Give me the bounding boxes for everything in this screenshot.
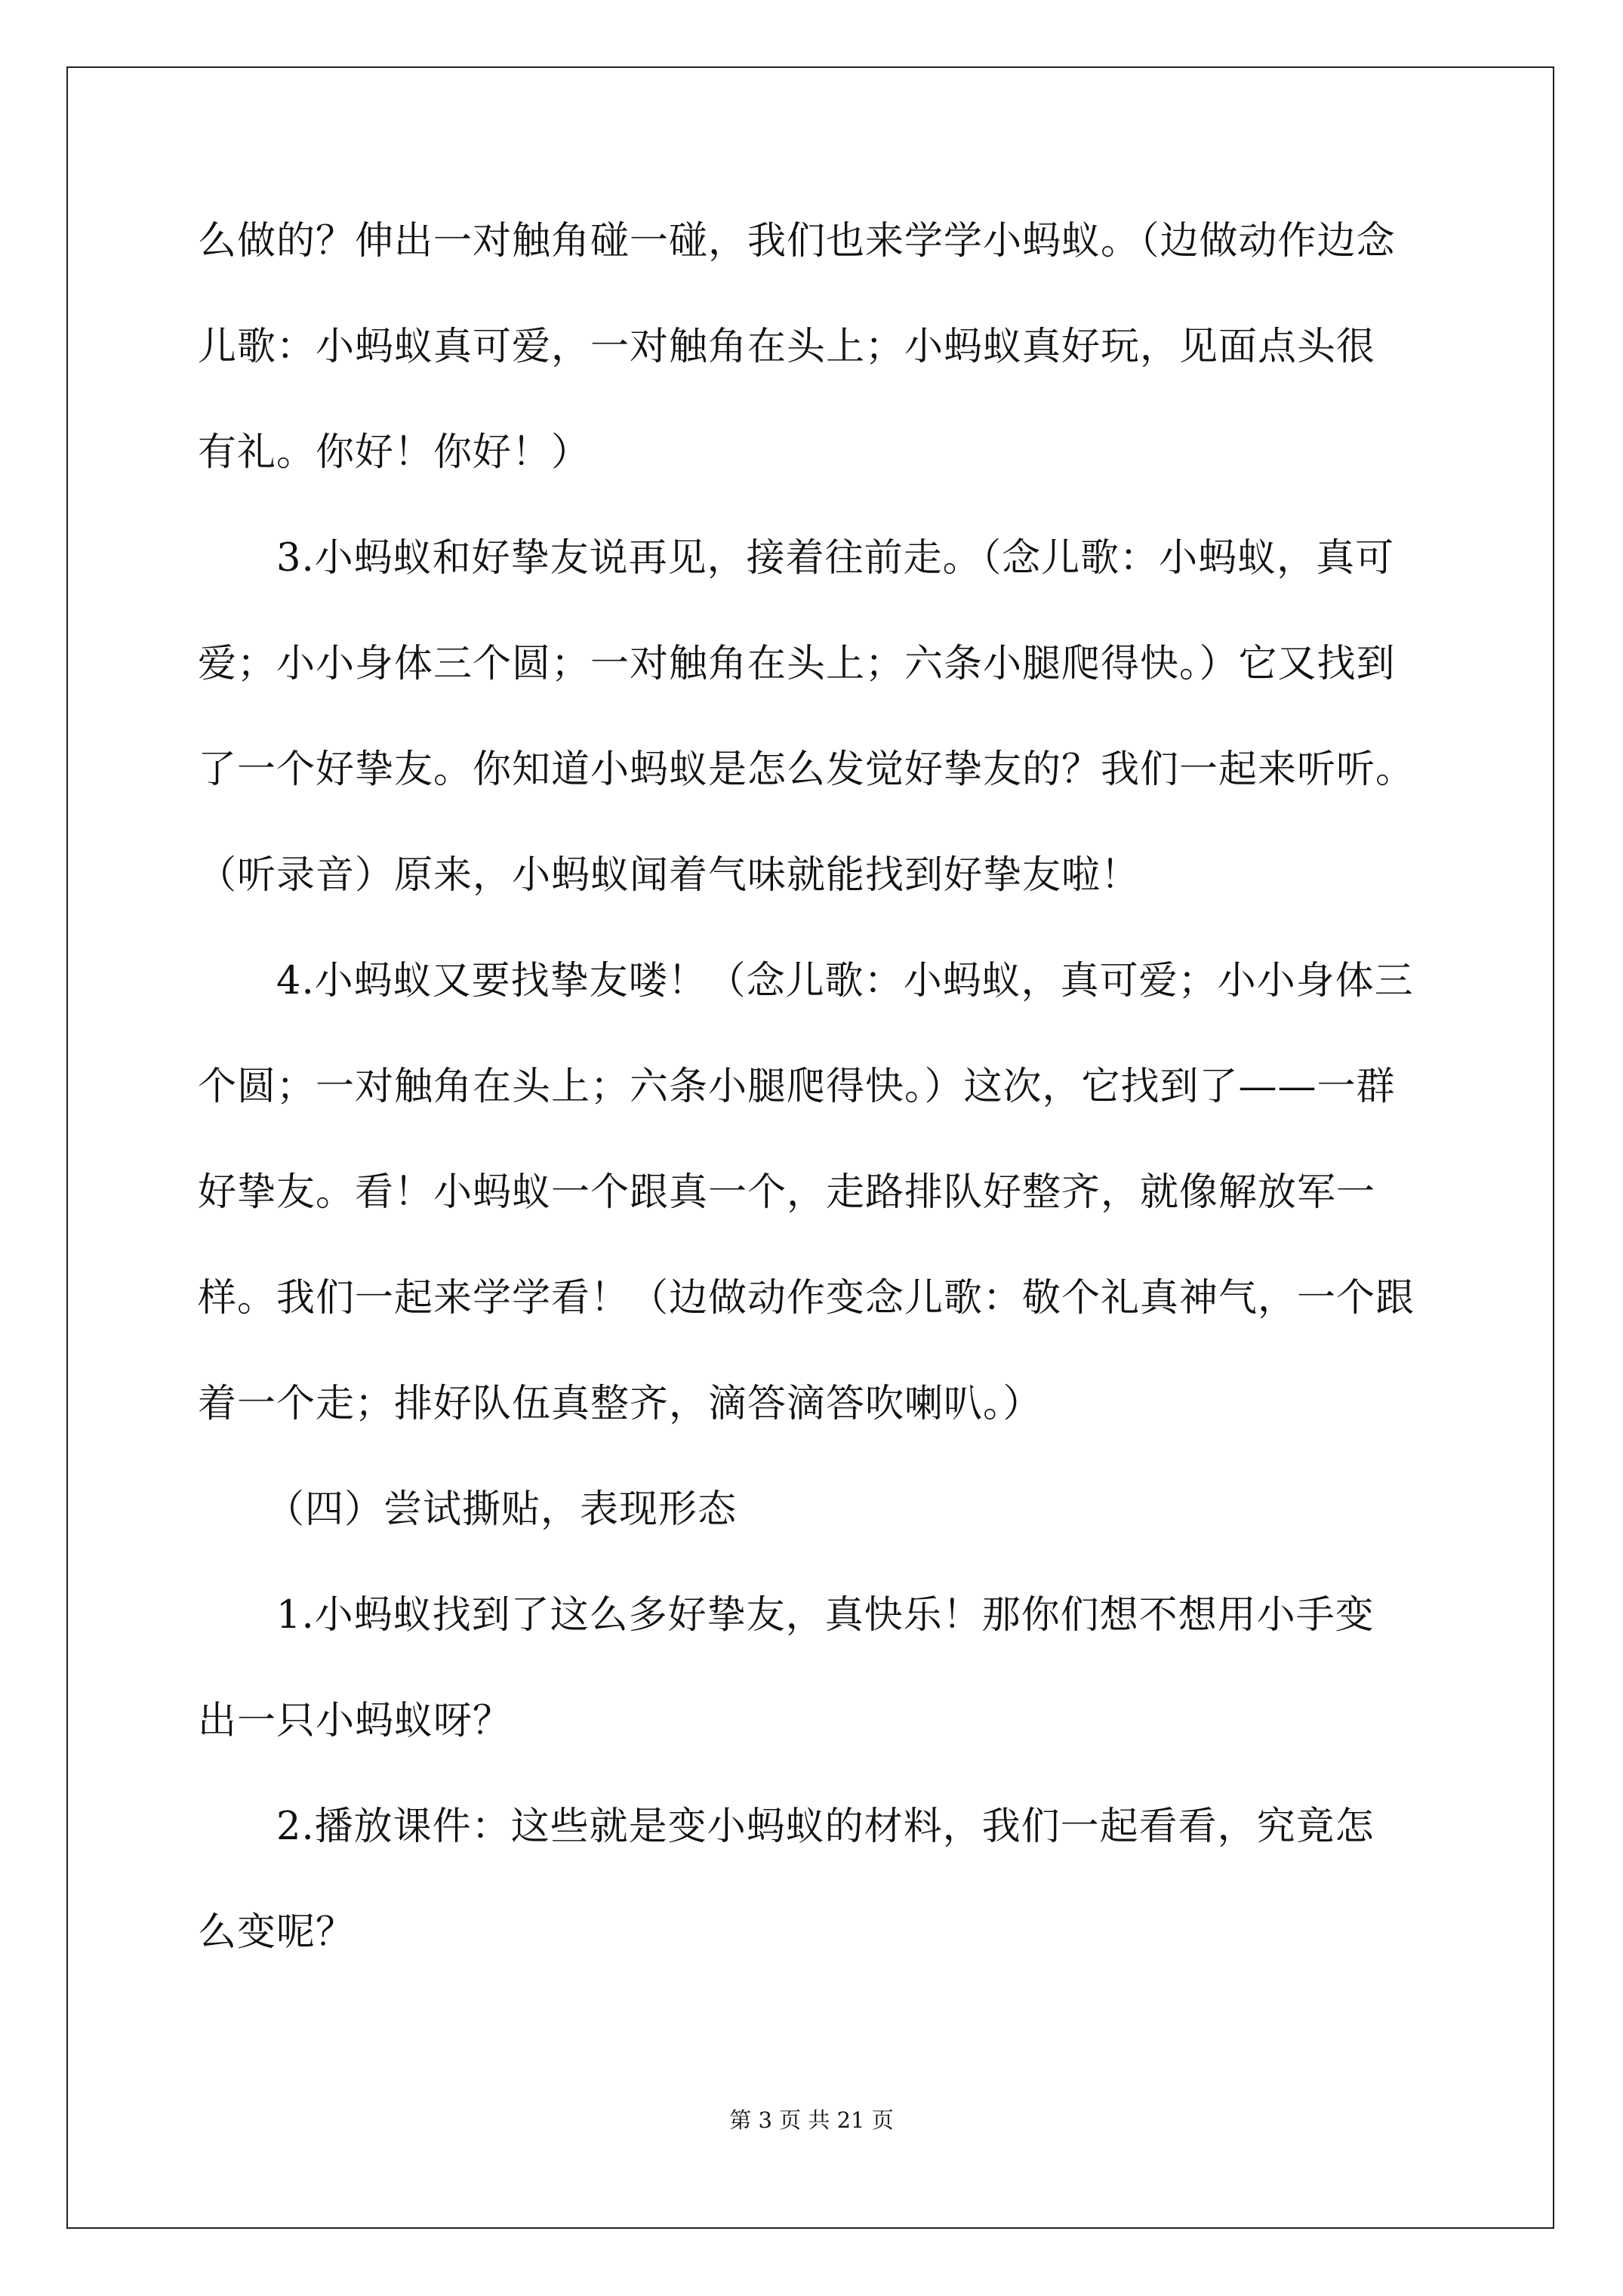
text-line: 有礼。你好！你好！） [198,430,591,475]
text-line: 好挚友。看！小蚂蚁一个跟真一个，走路排队好整齐，就像解放军一 [198,1170,1376,1215]
text-line: 着一个走；排好队伍真整齐，滴答滴答吹喇叭。） [198,1382,1042,1426]
text-line: （听录音）原来，小蚂蚁闻着气味就能找到好挚友啦！ [198,853,1141,898]
page-number-footer: 第 3 页 共 21 页 [729,2107,894,2133]
page-border [66,66,1554,2229]
text-line: 么做的？伸出一对触角碰一碰，我们也来学学小蚂蚁。（边做动作边念 [198,219,1396,264]
text-line: 儿歌：小蚂蚁真可爱，一对触角在头上；小蚂蚁真好玩，见面点头很 [198,325,1376,369]
paragraph-start-line: 4.小蚂蚁又要找挚友喽！（念儿歌：小蚂蚁，真可爱；小小身体三 [276,959,1414,1003]
text-line: 爱；小小身体三个圆；一对触角在头上；六条小腿爬得快。）它又找到 [198,642,1396,686]
text-line: 了一个好挚友。你知道小蚂蚁是怎么发觉好挚友的？我们一起来听听。 [198,747,1415,792]
paragraph-start-line: 2.播放课件：这些就是变小蚂蚁的材料，我们一起看看，究竟怎 [276,1804,1375,1849]
text-line: 样。我们一起来学学看！（边做动作变念儿歌：敬个礼真神气，一个跟 [198,1276,1415,1321]
text-line: 个圆；一对触角在头上；六条小腿爬得快。）这次，它找到了——一群 [198,1065,1396,1109]
paragraph-start-line: 1.小蚂蚁找到了这么多好挚友，真快乐！那你们想不想用小手变 [276,1593,1375,1638]
paragraph-start-line: 3.小蚂蚁和好挚友说再见，接着往前走。（念儿歌：小蚂蚁，真可 [276,536,1395,581]
section-heading: （四）尝试撕贴，表现形态 [266,1487,738,1532]
text-line: 出一只小蚂蚁呀？ [198,1699,513,1743]
text-line: 么变呢？ [198,1910,356,1955]
